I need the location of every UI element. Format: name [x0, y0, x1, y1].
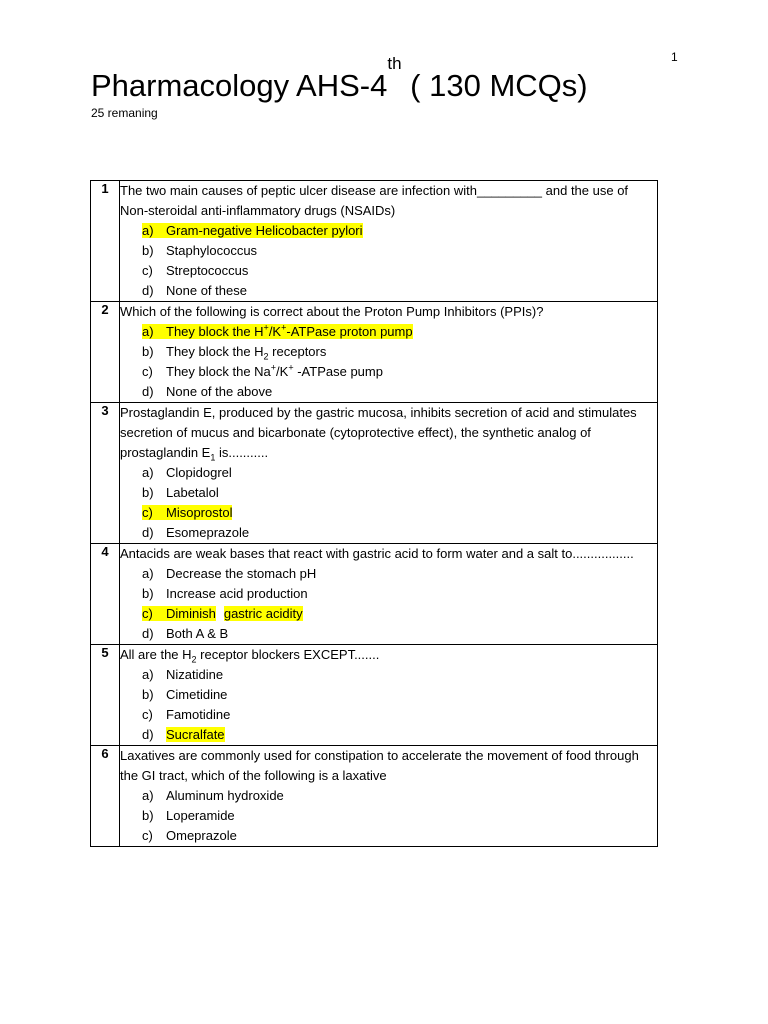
- option-letter: d): [142, 384, 154, 399]
- option-item: [142, 786, 657, 806]
- option-letter: a): [142, 566, 154, 581]
- option-letter: d): [142, 525, 154, 540]
- option-text: Gram-negative Helicobacter pylori: [166, 223, 363, 238]
- option-item: [142, 382, 657, 402]
- option-text: Nizatidine: [166, 667, 224, 682]
- option-letter: a): [142, 667, 154, 682]
- option-letter: d): [142, 626, 154, 641]
- option-item: [142, 221, 657, 241]
- option-text: None of the above: [166, 384, 273, 399]
- option-list: [120, 463, 657, 543]
- text-part: receptors: [268, 344, 327, 359]
- option-text: Aluminum hydroxide: [166, 788, 284, 803]
- answer-highlight: [142, 505, 232, 520]
- option-item: [142, 261, 657, 281]
- question-cell: [120, 403, 658, 544]
- text-part: They block the H: [166, 344, 264, 359]
- option-letter: b): [142, 808, 154, 823]
- question-number: 4: [91, 544, 120, 645]
- option-text: Misoprostol: [166, 505, 233, 520]
- option-item: [142, 584, 657, 604]
- option-text: gastric acidity: [223, 606, 303, 621]
- option-item: [142, 665, 657, 685]
- question-text: Antacids are weak bases that react with gastric acid to form water and a salt to.................: [120, 546, 634, 561]
- question-row: [91, 302, 658, 403]
- option-item: [142, 523, 657, 543]
- option-text: Both A & B: [166, 626, 229, 641]
- option-text: Diminish: [166, 606, 216, 621]
- option-list: [120, 564, 657, 644]
- option-text: None of these: [166, 283, 247, 298]
- question-row: [91, 403, 658, 544]
- answer-highlight: [142, 324, 413, 339]
- remaining-count: 25 remaning: [91, 106, 158, 120]
- option-letter: c): [142, 828, 153, 843]
- option-item: [142, 705, 657, 725]
- superscript: +: [288, 362, 294, 373]
- option-item: [142, 463, 657, 483]
- option-item: [142, 362, 657, 382]
- option-text: [166, 344, 327, 362]
- option-text: Esomeprazole: [166, 525, 250, 540]
- option-item: [142, 685, 657, 705]
- option-letter: a): [142, 324, 154, 339]
- mcq-table: [90, 180, 658, 847]
- subscript: 2: [191, 654, 197, 665]
- text-part: -ATPase pump: [293, 364, 383, 379]
- question-text: The two main causes of peptic ulcer disease are infection with_________ and the use of Non-steroidal anti-inflammatory drugs (NSAIDs): [120, 183, 629, 218]
- text-part: All are the H: [120, 647, 192, 662]
- question-cell: [120, 302, 658, 403]
- option-list: [120, 786, 657, 846]
- question-text: Which of the following is correct about the Proton Pump Inhibitors (PPIs)?: [120, 304, 544, 319]
- question-text: [120, 403, 657, 463]
- option-text: [166, 364, 383, 379]
- option-letter: c): [142, 707, 153, 722]
- question-text: Laxatives are commonly used for constipation to accelerate the movement of food through the GI tract, which of the following is a laxative: [120, 748, 639, 783]
- title-superscript: th: [387, 54, 402, 73]
- question-row: [91, 746, 658, 847]
- text-part: They block the H: [166, 324, 264, 339]
- option-letter: b): [142, 485, 154, 500]
- option-list: [120, 665, 657, 745]
- option-list: [120, 221, 657, 301]
- option-letter: a): [142, 788, 154, 803]
- question-number: 5: [91, 645, 120, 746]
- answer-highlight: [142, 223, 363, 238]
- superscript: +: [281, 322, 287, 333]
- question-row: [91, 645, 658, 746]
- option-item: [142, 624, 657, 644]
- option-letter: b): [142, 344, 154, 359]
- title-tail: ( 130 MCQs): [401, 68, 588, 103]
- question-number: 3: [91, 403, 120, 544]
- option-text: Cimetidine: [166, 687, 228, 702]
- text-part: /K: [268, 324, 282, 339]
- option-item: [142, 503, 657, 523]
- option-text: Increase acid production: [166, 586, 308, 601]
- option-text: Omeprazole: [166, 828, 237, 843]
- question-cell: [120, 746, 658, 847]
- title-main: Pharmacology AHS-4: [91, 68, 388, 103]
- page-title: [91, 54, 588, 104]
- option-item: [142, 806, 657, 826]
- text-part: Prostaglandin E, produced by the gastric mucosa, inhibits secretion of acid and stimulates secretion of mucus and bicarbonate (cytoprotective effect), the synthetic analog of prostaglandin E: [120, 405, 637, 460]
- option-letter: c): [142, 505, 153, 520]
- option-item: [142, 281, 657, 301]
- option-item: [142, 322, 657, 342]
- text-part: is...........: [215, 445, 269, 460]
- option-text: Famotidine: [166, 707, 231, 722]
- text-part: /K: [276, 364, 289, 379]
- question-cell: [120, 181, 658, 302]
- text-part: They block the Na: [166, 364, 271, 379]
- subscript: 2: [263, 351, 269, 362]
- option-letter: c): [142, 364, 153, 379]
- option-text: Clopidogrel: [166, 465, 232, 480]
- option-letter: c): [142, 606, 153, 621]
- text-part: -ATPase proton pump: [286, 324, 413, 339]
- option-text: Staphylococcus: [166, 243, 258, 258]
- option-item: [142, 342, 657, 362]
- option-text: Labetalol: [166, 485, 219, 500]
- option-item: [142, 725, 657, 745]
- question-row: [91, 181, 658, 302]
- question-cell: [120, 645, 658, 746]
- question-cell: [120, 544, 658, 645]
- option-item: [142, 241, 657, 261]
- option-text: Sucralfate: [166, 727, 225, 742]
- option-letter: d): [142, 727, 154, 742]
- option-list: [120, 322, 657, 402]
- question-number: 2: [91, 302, 120, 403]
- option-item: [142, 604, 657, 624]
- option-text: Loperamide: [166, 808, 235, 823]
- option-letter: d): [142, 283, 154, 298]
- option-item: [142, 564, 657, 584]
- option-text: Decrease the stomach pH: [166, 566, 317, 581]
- page-number: 1: [671, 50, 678, 64]
- option-letter: b): [142, 687, 154, 702]
- option-letter: b): [142, 586, 154, 601]
- option-item: [142, 483, 657, 503]
- option-text: [166, 324, 413, 339]
- subscript: 1: [210, 452, 216, 463]
- option-text: Streptococcus: [166, 263, 249, 278]
- question-row: [91, 544, 658, 645]
- text-part: receptor blockers EXCEPT.......: [196, 647, 380, 662]
- answer-highlight: [224, 606, 303, 621]
- option-item: [142, 826, 657, 846]
- option-letter: c): [142, 263, 153, 278]
- question-number: 6: [91, 746, 120, 847]
- superscript: +: [263, 322, 269, 333]
- answer-highlight: [142, 606, 216, 621]
- option-letter: b): [142, 243, 154, 258]
- question-text: [120, 645, 657, 665]
- option-letter: a): [142, 223, 154, 238]
- superscript: +: [270, 362, 277, 373]
- question-number: 1: [91, 181, 120, 302]
- option-letter: a): [142, 465, 154, 480]
